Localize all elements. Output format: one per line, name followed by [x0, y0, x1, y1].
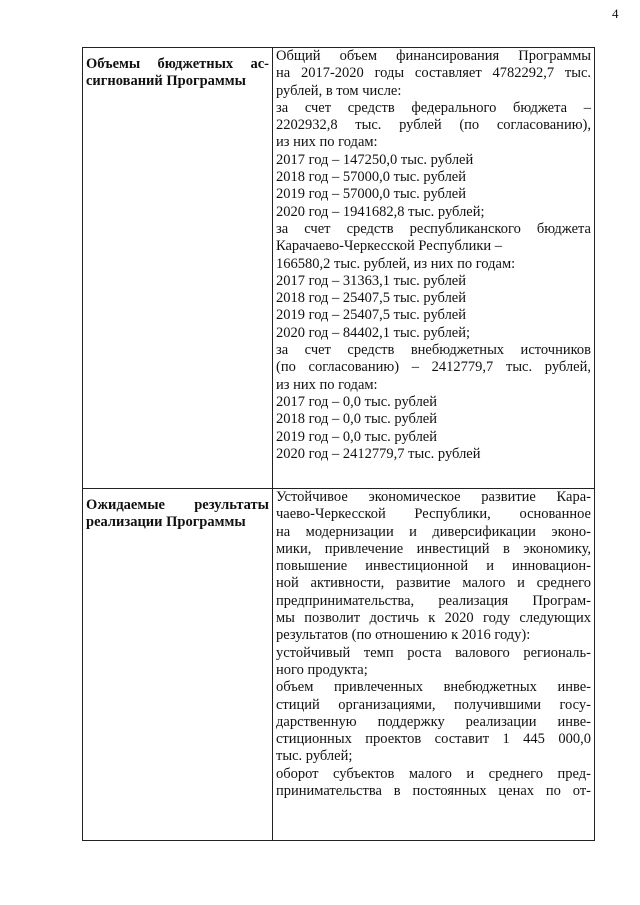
row-content-budget — [273, 48, 595, 489]
row-content-results — [273, 489, 595, 841]
content-line: устойчивый темп роста валового региональ- — [276, 644, 591, 661]
content-line: 2020 год – 2412779,7 тыс. рублей — [276, 445, 481, 462]
content-line: на модернизации и диверсификации эконо- — [276, 523, 591, 540]
page-number: 4 — [612, 6, 619, 21]
content-line: 2019 год – 0,0 тыс. рублей — [276, 428, 438, 445]
content-line: дарственную поддержку реализации инве- — [276, 713, 591, 730]
content-line: 2020 год – 84402,1 тыс. рублей; — [276, 324, 471, 341]
content-line: повышение инвестиционной и инновацион- — [276, 558, 591, 575]
content-line: 2017 год – 0,0 тыс. рублей — [276, 393, 438, 410]
content-line: мы позволит достичь к 2020 году следующих — [276, 610, 591, 627]
content-line: 2018 год – 57000,0 тыс. рублей — [276, 169, 467, 186]
label-line: реализации Программы — [86, 514, 246, 530]
content-line: предпринимательства, реализация Програм- — [276, 592, 591, 609]
content-line: 2019 год – 25407,5 тыс. рублей — [276, 307, 467, 324]
content-line: 2017 год – 147250,0 тыс. рублей — [276, 151, 474, 168]
row-label-results — [83, 489, 273, 841]
content-line: 2018 год – 25407,5 тыс. рублей — [276, 290, 467, 307]
content-line: Общий объем финансирования Программы — [276, 48, 591, 64]
content-line: (по согласованию) – 2412779,7 тыс. рублей, — [276, 359, 591, 376]
content-line: мики, привлечение инвестиций в экономику, — [276, 540, 591, 557]
table-row-budget — [83, 48, 595, 489]
content-line: результатов (по отношению к 2016 году): — [276, 627, 531, 644]
content-line: принимательства в постоянных ценах по от- — [276, 783, 591, 800]
content-line: 2020 год – 1941682,8 тыс. рублей; — [276, 203, 485, 220]
content-line: ной активности, развитие малого и среднего — [276, 575, 591, 592]
content-line: из них по годам: — [276, 376, 378, 393]
content-line: чаево-Черкесской Республики, основанное — [276, 506, 591, 523]
content-line: ного продукта; — [276, 661, 368, 678]
content-line: рублей, в том числе: — [276, 82, 402, 99]
table-row-results — [83, 489, 595, 841]
content-line: Устойчивое экономическое развитие Кара- — [276, 489, 591, 505]
label-line: Ожидаемые результаты — [86, 497, 269, 513]
row-label-budget — [83, 48, 273, 489]
content-line: за счет средств республиканского бюджета — [276, 220, 591, 237]
label-line: сигнований Программы — [86, 73, 246, 89]
program-passport-table — [82, 47, 595, 841]
content-line: за счет средств внебюджетных источников — [276, 342, 591, 359]
content-line: стиций организациями, получившими госу- — [276, 696, 591, 713]
content-line: 2019 год – 57000,0 тыс. рублей — [276, 186, 467, 203]
label-line: Объемы бюджетных ас- — [86, 56, 269, 72]
content-line: 2202932,8 тыс. рублей (по согласованию), — [276, 117, 591, 134]
content-line: на 2017-2020 годы составляет 4782292,7 тыс. — [276, 65, 591, 82]
content-line: объем привлеченных внебюджетных инве- — [276, 679, 591, 696]
content-line: Карачаево-Черкесской Республики – — [276, 238, 503, 255]
content-line: 166580,2 тыс. рублей, из них по годам: — [276, 255, 516, 272]
content-line: 2018 год – 0,0 тыс. рублей — [276, 411, 438, 428]
content-line: тыс. рублей; — [276, 748, 353, 765]
content-line: 2017 год – 31363,1 тыс. рублей — [276, 272, 467, 289]
content-line: оборот субъектов малого и среднего пред- — [276, 765, 591, 782]
content-line: за счет средств федерального бюджета – — [276, 99, 591, 116]
content-line: стиционных проектов составит 1 445 000,0 — [276, 731, 591, 748]
content-line: из них по годам: — [276, 134, 378, 151]
